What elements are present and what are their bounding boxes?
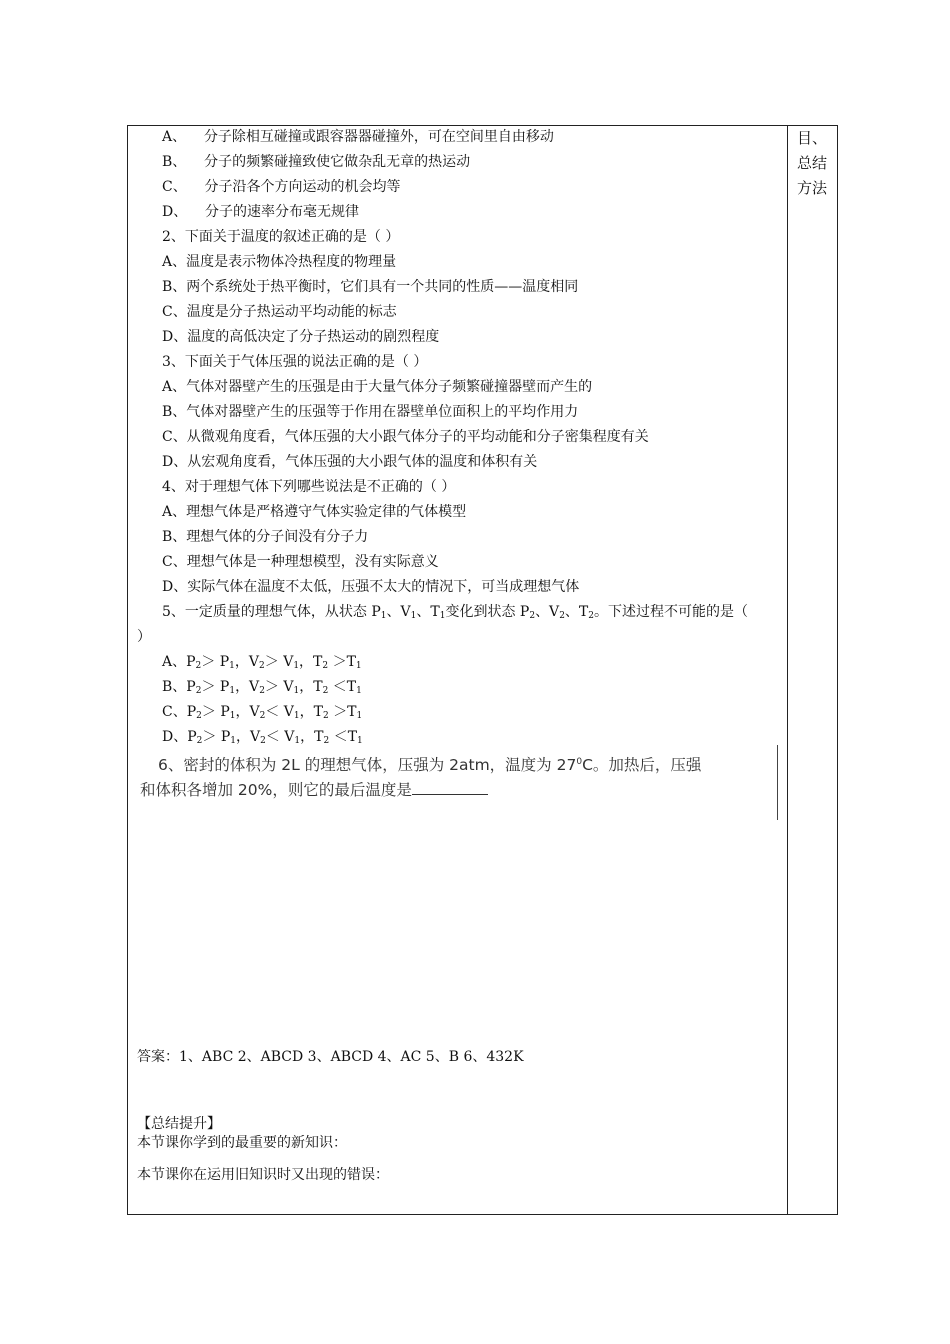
- q5-stem-close: ）: [137, 629, 151, 645]
- q1-option-d: [162, 202, 359, 222]
- option-label: D、: [162, 204, 188, 220]
- option-text: 分子除相互碰撞或跟容器器碰撞外，可在空间里自由移动: [203, 129, 554, 145]
- option-relation: ＜: [265, 729, 280, 745]
- q5-option-c: C、$P_2> P_1$，$V_2< V_1$，$T_2 >T_1$: [162, 704, 363, 721]
- option-text: 分子的频繁碰撞致使它做杂乱无章的热运动: [204, 154, 471, 170]
- option-label: B、: [162, 154, 187, 170]
- q2-option: D、温度的高低决定了分子热运动的剧烈程度: [162, 329, 440, 345]
- q3-option: C、从微观角度看，气体压强的大小跟气体分子的平均动能和分子密集程度有关: [162, 429, 649, 445]
- q4-option: C、理想气体是一种理想模型，没有实际意义: [162, 554, 439, 570]
- q5-stem-part: 5、一定质量的理想气体，从状态 P: [162, 604, 381, 620]
- side-line: 总结: [797, 154, 828, 172]
- q5-option-a: A、$P_2> P_1$，$V_2> V_1$，$T_2 >T_1$: [162, 654, 362, 671]
- q5-option-d: D、$P_2> P_1$，$V_2< V_1$，$T_2 <T_1$: [162, 729, 363, 746]
- option-label: D、: [162, 729, 188, 745]
- q6-line2: [140, 780, 488, 800]
- q1-option-a: [162, 127, 554, 147]
- option-label: B、: [162, 679, 187, 695]
- q6-text: C。加热后，压强: [582, 756, 702, 774]
- q5-stem-part: 变化到状态 P: [445, 604, 530, 620]
- column-divider: [787, 125, 788, 1215]
- option-label: A、: [162, 129, 187, 145]
- q3-option: A、气体对器壁产生的压强是由于大量气体分子频繁碰撞器壁而产生的: [162, 379, 593, 395]
- option-relation: ＜: [333, 729, 348, 745]
- q3-stem: 3、下面关于气体压强的说法正确的是（ ）: [162, 354, 428, 370]
- q6-text: 和体积各增加 20%，则它的最后温度是: [140, 781, 412, 799]
- q4-option: D、实际气体在温度不太低，压强不太大的情况下，可当成理想气体: [162, 579, 580, 595]
- q1-option-b: [162, 152, 470, 172]
- side-line: 目、: [797, 129, 828, 147]
- q5-stem: 5、一定质量的理想气体，从状态 $P_1$、$V_1$、$T_1$变化到状态 $P_2$、$V_2$、$T_2$。下述过程不可能的是（: [162, 604, 748, 621]
- q5-option-b: B、$P_2> P_1$，$V_2> V_1$，$T_2 <T_1$: [162, 679, 362, 696]
- q3-option: B、气体对器壁产生的压强等于作用在器壁单位面积上的平均作用力: [162, 404, 579, 420]
- q2-option: B、两个系统处于热平衡时，它们具有一个共同的性质——温度相同: [162, 279, 579, 295]
- q4-stem: 4、对于理想气体下列哪些说法是不正确的（ ）: [162, 479, 456, 495]
- option-relation: ＜: [332, 679, 347, 695]
- option-label: C、: [162, 704, 187, 720]
- q2-stem: 2、下面关于温度的叙述正确的是（ ）: [162, 229, 400, 245]
- option-relation: ＞: [333, 704, 348, 720]
- option-text: 分子沿各个方向运动的机会均等: [204, 179, 401, 195]
- summary-line: 本节课你学到的最重要的新知识：: [137, 1135, 347, 1151]
- summary-title: 【总结提升】: [137, 1116, 221, 1132]
- option-relation: ＞: [264, 654, 279, 670]
- q6-line1: 6、密封的体积为 2L 的理想气体，压强为 2atm，温度为 $27^0C$。加热后，压强: [158, 756, 702, 774]
- q4-option: A、理想气体是严格遵守气体实验定律的气体模型: [162, 504, 467, 520]
- option-text: 分子的速率分布毫无规律: [205, 204, 360, 220]
- q3-option: D、从宏观角度看，气体压强的大小跟气体的温度和体积有关: [162, 454, 538, 470]
- summary-line: 本节课你在运用旧知识时又出现的错误：: [137, 1167, 389, 1183]
- option-label: A、: [162, 654, 187, 670]
- option-label: C、: [162, 179, 187, 195]
- q4-option: B、理想气体的分子间没有分子力: [162, 529, 369, 545]
- q1-option-c: [162, 177, 401, 197]
- q2-option: A、温度是表示物体冷热程度的物理量: [162, 254, 397, 270]
- option-relation: ＞: [332, 654, 347, 670]
- option-relation: ＞: [264, 679, 279, 695]
- q5-stem-part: 。下述过程不可能的是（: [594, 604, 748, 620]
- image-edge-line: [777, 745, 778, 820]
- answer-key: 答案：1、ABC 2、ABCD 3、ABCD 4、AC 5、B 6、432K: [137, 1049, 524, 1065]
- q6-text: 6、密封的体积为 2L 的理想气体，压强为 2atm，温度为 27: [158, 756, 577, 774]
- option-relation: ＜: [265, 704, 280, 720]
- q2-option: C、温度是分子热运动平均动能的标志: [162, 304, 397, 320]
- answer-blank: [412, 780, 488, 795]
- side-column: [797, 126, 833, 201]
- side-line: 方法: [797, 179, 828, 197]
